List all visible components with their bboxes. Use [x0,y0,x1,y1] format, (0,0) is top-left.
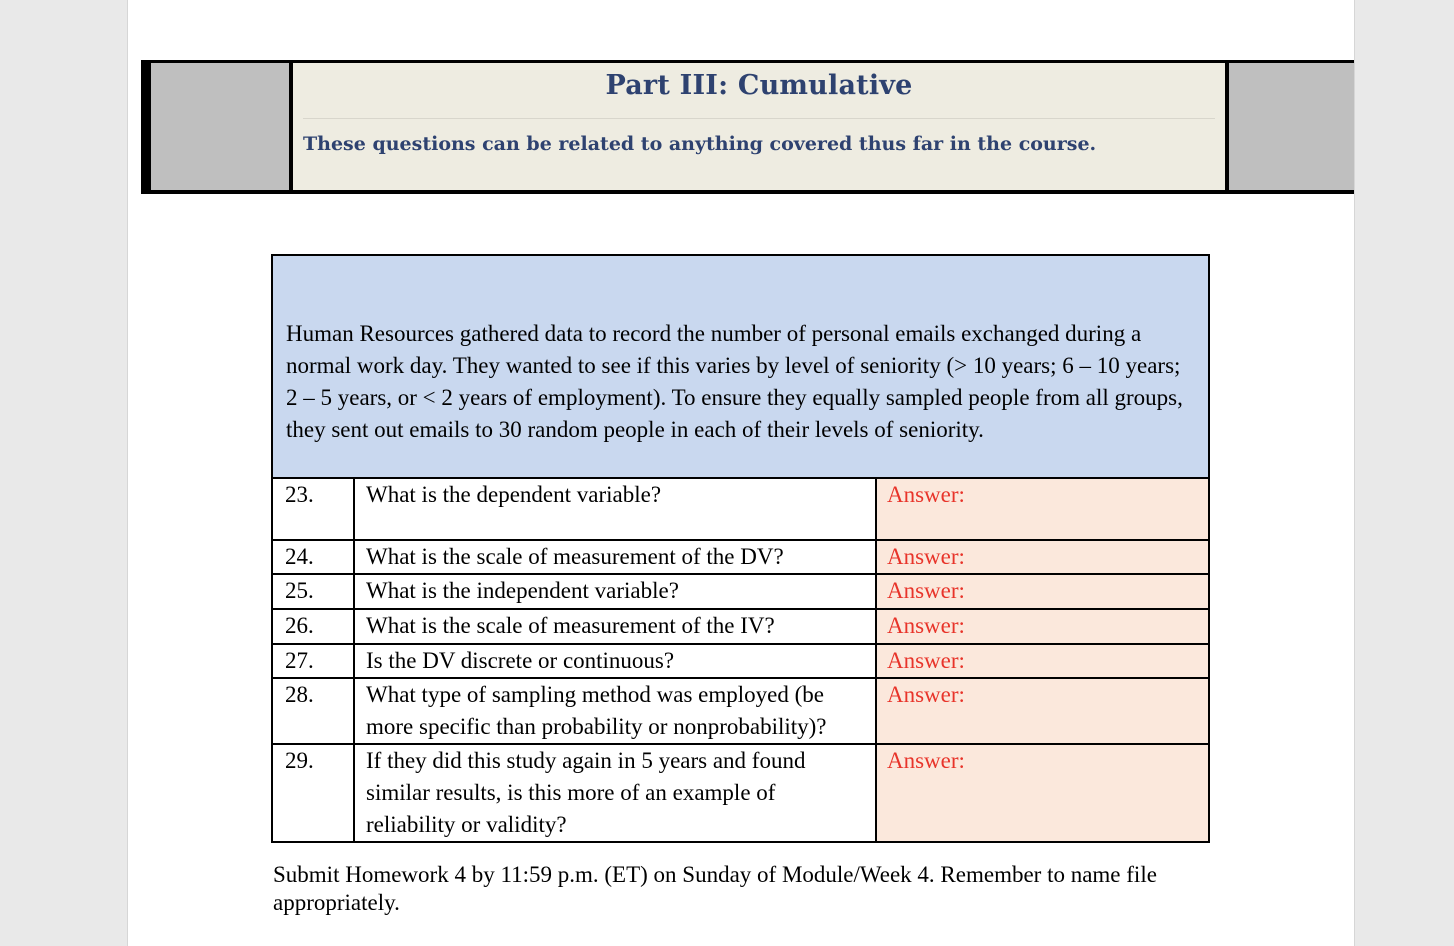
question-table [271,254,1210,843]
question-number: 28. [272,678,354,744]
question-text: What type of sampling method was employed (be more specific than probability or nonprobability)? [354,678,876,744]
answer-field[interactable]: Answer: [876,574,1209,609]
answer-field[interactable]: Answer: [876,678,1209,744]
question-text: What is the scale of measurement of the IV? [354,609,876,644]
question-text: Is the DV discrete or continuous? [354,644,876,678]
question-number: 26. [272,609,354,644]
question-text: What is the dependent variable? [354,478,876,540]
document-page [127,0,1355,946]
section-subtitle: These questions can be related to anything covered thus far in the course. [303,133,1097,155]
band-right-panel [1229,63,1355,190]
table-row [272,478,1209,540]
band-center-panel [293,63,1225,190]
table-row [272,744,1209,842]
section-title-rule [303,118,1215,119]
answer-field[interactable]: Answer: [876,644,1209,678]
scenario-text: Human Resources gathered data to record the number of personal emails exchanged during a normal work day. They wanted to see if this varies by level of seniority (> 10 years; 6 – 10 years; 2 – 5 years, or < 2 years of employment). To ensure they equally sampled people from all groups, they sent out emails to 30 random people in each of their levels of seniority. [286,321,1183,442]
question-number: 23. [272,478,354,540]
answer-field[interactable]: Answer: [876,540,1209,574]
band-left-bar [141,63,151,190]
question-number: 25. [272,574,354,609]
table-row [272,678,1209,744]
answer-field[interactable]: Answer: [876,609,1209,644]
question-number: 27. [272,644,354,678]
table-row [272,609,1209,644]
question-text: What is the independent variable? [354,574,876,609]
section-header-band [141,60,1355,194]
scenario-row [272,255,1209,478]
question-text: What is the scale of measurement of the DV? [354,540,876,574]
scenario-cell [272,255,1209,478]
question-number: 24. [272,540,354,574]
question-number: 29. [272,744,354,842]
answer-field[interactable]: Answer: [876,478,1209,540]
table-row [272,644,1209,678]
band-left-panel [151,63,289,190]
question-text: If they did this study again in 5 years and found similar results, is this more of an example of reliability or validity? [354,744,876,842]
table-row [272,540,1209,574]
table-row [272,574,1209,609]
answer-field[interactable]: Answer: [876,744,1209,842]
submission-note: Submit Homework 4 by 11:59 p.m. (ET) on Sunday of Module/Week 4. Remember to name file appropriately. [273,862,1157,915]
section-title: Part III: Cumulative [605,70,913,101]
